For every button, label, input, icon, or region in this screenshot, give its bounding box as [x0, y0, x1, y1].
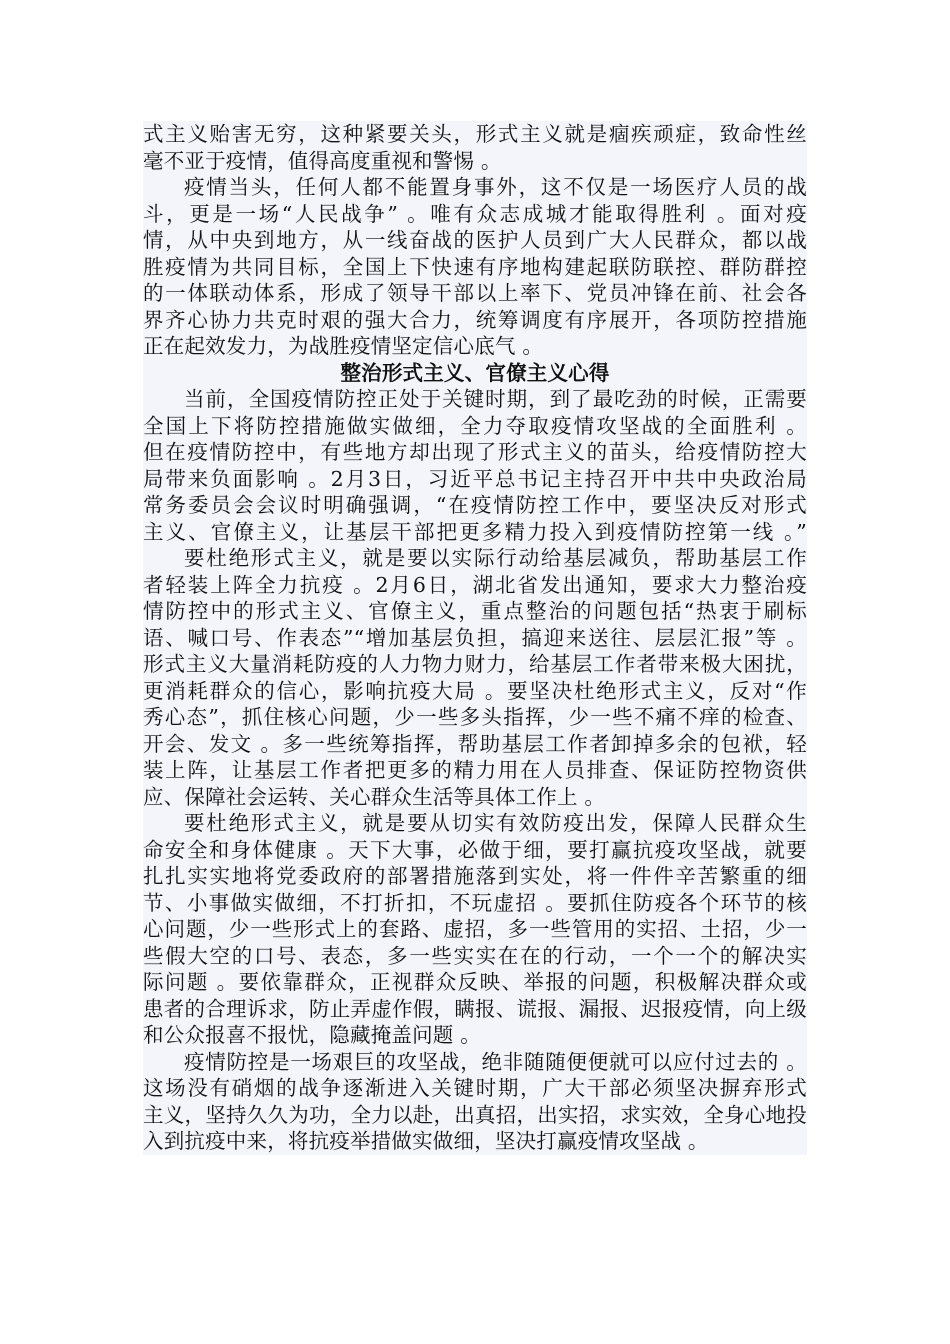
text-line: 主义，坚持久久为功，全力以赴，出真招，出实招，求实效，全身心地投: [143, 1102, 807, 1127]
text-line: 疫情防控是一场艰巨的攻坚战，绝非随随便便就可以应付过去的 。: [143, 1049, 807, 1076]
text-line: 节、小事做实做细，不打折扣，不玩虚招 。要抓住防疫各个环节的核: [143, 890, 807, 915]
text-line: 心问题，少一些形式上的套路、虚招，多一些管用的实招、土招，少一: [143, 917, 807, 941]
document-body: [143, 121, 807, 1155]
text-line: 正在起效发力，为战胜疫情坚定信心底气 。: [143, 333, 807, 360]
text-line: 装上阵，让基层工作者把更多的精力用在人员排查、保证防控物资供: [143, 758, 807, 782]
section-heading: 整治形式主义、官僚主义心得: [143, 360, 807, 387]
text-line: 开会、发文 。多一些统筹指挥，帮助基层工作者卸掉多余的包袱，轻: [143, 731, 807, 756]
text-line: 斗，更是一场“人民战争” 。唯有众志成城才能取得胜利 。面对疫: [143, 201, 807, 226]
text-line: 入到抗疫中来，将抗疫举措做实做细，坚决打赢疫情攻坚战 。: [143, 1128, 807, 1155]
text-line: 语、喊口号、作表态”“增加基层负担，搞迎来送往、层层汇报”等 。: [143, 625, 807, 650]
text-line: 秀心态”，抓住核心问题，少一些多头指挥，少一些不痛不痒的检查、: [143, 705, 807, 729]
text-line: 常务委员会会议时明确强调，“在疫情防控工作中，要坚决反对形式: [143, 493, 807, 517]
text-line: 疫情当头，任何人都不能置身事外，这不仅是一场医疗人员的战: [143, 174, 807, 201]
text-line: 情防控中的形式主义、官僚主义，重点整治的问题包括“热衷于刷标: [143, 599, 807, 623]
text-line: 形式主义大量消耗防疫的人力物力财力，给基层工作者带来极大困扰，: [143, 652, 807, 676]
text-line: 扎扎实实地将党委政府的部署措施落到实处，将一件件辛苦繁重的细: [143, 864, 807, 888]
text-line: 情，从中央到地方，从一线奋战的医护人员到广大人民群众，都以战: [143, 228, 807, 252]
text-line: 和公众报喜不报忧，隐藏掩盖问题 。: [143, 1022, 807, 1049]
text-line: 要杜绝形式主义，就是要从切实有效防疫出发，保障人民群众生: [143, 810, 807, 837]
text-line: 这场没有硝烟的战争逐渐进入关键时期，广大干部必须坚决摒弃形式: [143, 1076, 807, 1100]
text-line: 全国上下将防控措施做实做细，全力夺取疫情攻坚战的全面胜利 。: [143, 413, 807, 438]
text-line: 些假大空的口号、表态，多一些实实在在的行动，一个一个的解决实: [143, 943, 807, 968]
text-line: 当前，全国疫情防控正处于关键时期，到了最吃劲的时候，正需要: [143, 386, 807, 413]
text-line: 毫不亚于疫情，值得高度重视和警惕 。: [143, 148, 807, 175]
text-line: 胜疫情为共同目标，全国上下快速有序地构建起联防联控、群防群控: [143, 254, 807, 279]
text-line: 但在疫情防控中，有些地方却出现了形式主义的苗头，给疫情防控大: [143, 440, 807, 464]
text-line: 要杜绝形式主义，就是要以实际行动给基层减负，帮助基层工作: [143, 545, 807, 572]
text-line: 主义、官僚主义，让基层干部把更多精力投入到疫情防控第一线 。”: [143, 519, 807, 544]
text-line: 际问题 。要依靠群众，正视群众反映、举报的问题，积极解决群众或: [143, 970, 807, 994]
text-line: 命安全和身体健康 。天下大事，必做于细，要打赢抗疫攻坚战，就要: [143, 837, 807, 862]
text-line: 应、保障社会运转、关心群众生活等具体工作上 。: [143, 784, 807, 811]
text-line: 局带来负面影响 。2月3日，习近平总书记主持召开中共中央政治局: [143, 466, 807, 491]
text-line: 更消耗群众的信心，影响抗疫大局 。要坚决杜绝形式主义，反对“作: [143, 678, 807, 703]
text-line: 患者的合理诉求，防止弄虚作假，瞒报、谎报、漏报、迟报疫情，向上级: [143, 996, 807, 1021]
text-line: 者轻装上阵全力抗疫 。2月6日，湖北省发出通知，要求大力整治疫: [143, 572, 807, 597]
text-line: 式主义贻害无穷，这种紧要关头，形式主义就是痼疾顽症，致命性丝: [143, 122, 807, 146]
text-line: 的一体联动体系，形成了领导干部以上率下、党员冲锋在前、社会各: [143, 281, 807, 305]
text-line: 界齐心协力共克时艰的强大合力，统筹调度有序展开，各项防控措施: [143, 307, 807, 332]
